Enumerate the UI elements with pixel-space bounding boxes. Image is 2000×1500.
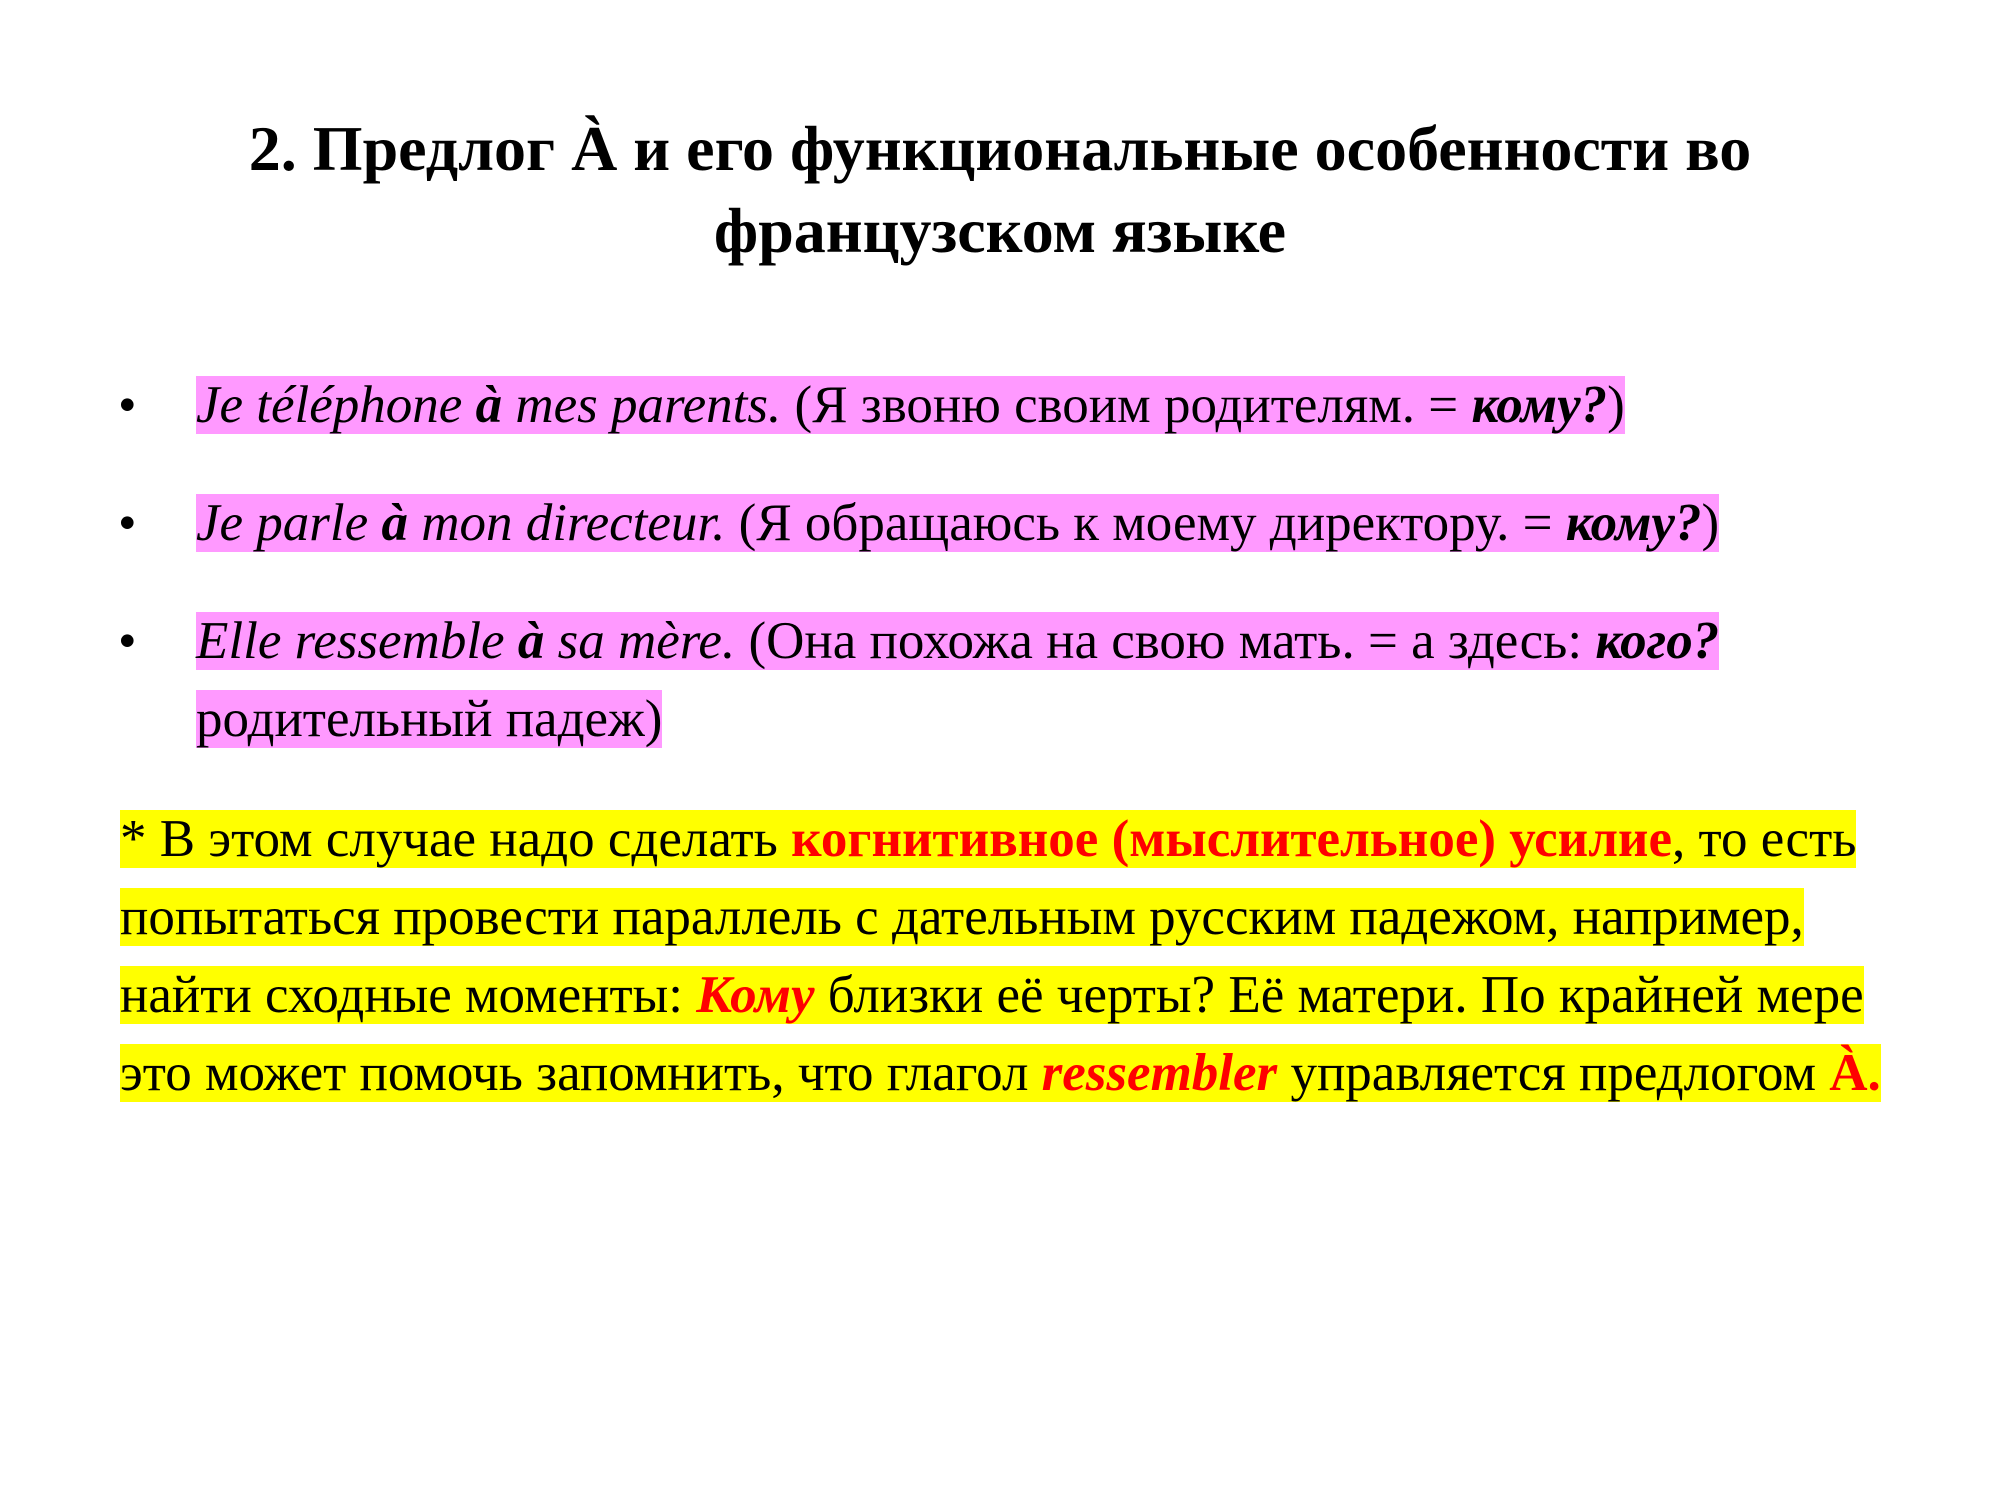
bullet-text (196, 366, 1916, 444)
french-phrase-start: Je téléphone (196, 376, 476, 434)
explanation-note (120, 800, 1920, 1112)
note-text-1: * В этом случае надо сделать (120, 810, 792, 868)
russian-translation: (Я обращаюсь к моему директору. = (725, 494, 1566, 552)
preposition-a: à (517, 612, 545, 670)
note-emphasis-preposition-a: À. (1829, 1044, 1881, 1102)
closing-text: ) (1701, 494, 1720, 552)
title-line-2: французском языке (713, 195, 1287, 266)
note-text-3: близки её черты? Её матери. По крайней мере это может помочь запомнить, что глагол (120, 966, 1864, 1102)
preposition-a: à (381, 494, 408, 552)
note-text-4: управляется предлогом (1277, 1044, 1830, 1102)
case-question: кому? (1565, 494, 1702, 552)
french-phrase-end: mes parents. (502, 376, 782, 434)
note-emphasis-cognitive-effort: когнитивное (мыслительное) усилие (791, 810, 1672, 868)
french-phrase-start: Je parle (196, 494, 382, 552)
bullet-marker: • (118, 494, 137, 552)
note-emphasis-komu: Кому (696, 966, 815, 1024)
note-emphasis-ressembler: ressembler (1041, 1044, 1278, 1102)
case-question: кому? (1471, 376, 1608, 434)
bullet-marker: • (118, 376, 137, 434)
title-line-1: 2. Предлог À и его функциональные особенности во (248, 113, 1752, 184)
russian-translation: (Она похожа на свою мать. = а здесь: (735, 612, 1596, 670)
french-phrase-start: Elle ressemble (196, 612, 518, 670)
case-question: кого? (1595, 612, 1720, 670)
note-text-2: , то есть попытаться провести параллель с дательным русским падежом, например, найти сходные моменты: (120, 810, 1857, 1024)
closing-text: родительный падеж) (196, 690, 663, 748)
closing-text: ) (1607, 376, 1625, 434)
preposition-a: à (475, 376, 503, 434)
russian-translation: (Я звоню своим родителям. = (781, 376, 1472, 434)
bullet-text (196, 484, 1916, 562)
bullet-marker: • (118, 612, 137, 670)
slide-title (120, 108, 1880, 272)
french-phrase-end: mon directeur. (407, 494, 726, 552)
bullet-text (196, 602, 1916, 758)
french-phrase-end: sa mère. (544, 612, 736, 670)
